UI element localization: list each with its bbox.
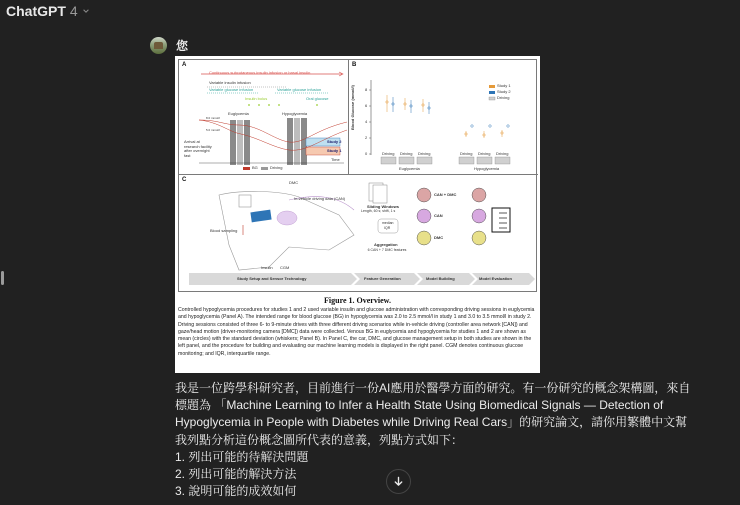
figure-caption-title: Figure 1. Overview. — [324, 296, 391, 305]
group-euglycemia: Euglycemia — [399, 166, 420, 171]
message-line: 我列點分析這份概念圖所代表的意義，列點方式如下： — [175, 432, 464, 447]
label-can: In-vehicle driving data (CAN) — [294, 196, 346, 201]
message-line: 2. 列出可能的解決方法 — [175, 467, 297, 482]
arrow-down-icon — [393, 476, 404, 487]
bar-label: Driving — [496, 151, 509, 156]
ytick-4: 4 — [365, 119, 368, 124]
model-can-dmc: CAN + DMC — [434, 192, 457, 197]
study-1-label: Study 1 — [327, 148, 342, 153]
aggregation-detail: 6 CAN + 7 DMC features — [367, 248, 407, 252]
panel-b-chart — [349, 60, 538, 175]
iqr-label: IQR — [384, 226, 391, 230]
sliding-windows-detail: Length, 60 s; shift, 1 s — [361, 209, 396, 213]
legend-study-1: Study 1 — [497, 83, 511, 88]
line-csii: Continuous subcutaneous insulin infusion or basal insulin — [209, 70, 311, 75]
line-insulin: Variable insulin infusion — [209, 80, 251, 85]
time-label: Time — [331, 157, 340, 162]
ytick-0: 0 — [365, 151, 368, 156]
panel-c-label: C — [182, 177, 187, 183]
legend-driving: Driving — [497, 95, 510, 100]
model-can: CAN — [434, 213, 443, 218]
legend-driving: Driving — [270, 165, 283, 170]
panel-a-label: A — [182, 62, 187, 68]
bar-label: Driving — [382, 151, 395, 156]
scroll-to-bottom-button[interactable] — [386, 469, 411, 494]
model-selector[interactable] — [0, 0, 90, 22]
ytick-2: 2 — [365, 135, 368, 140]
model-version: 4 — [69, 3, 78, 19]
panel-b-label: B — [352, 62, 357, 68]
model-name: ChatGPT — [6, 3, 66, 19]
bar-label: Driving — [418, 151, 431, 156]
message-line: 3. 說明可能的成效如何 — [175, 484, 297, 499]
arrival-note: Arrival at research facility after overnight fast — [184, 139, 212, 158]
phase-hypoglycemia: Hypoglycemia — [282, 111, 308, 116]
step-setup: Study Setup and Sensor Technology — [237, 276, 307, 281]
panel-c — [179, 175, 538, 293]
legend-bg: BG — [252, 165, 258, 170]
label-dmc: DMC — [289, 180, 299, 185]
step-feature-generation: Feature Generation — [364, 276, 401, 281]
line-glucose-1: Variable glucose infusion — [209, 87, 254, 92]
author-name: 您 — [176, 39, 189, 53]
user-message-text — [175, 380, 691, 500]
line-bolus: Insulin bolus — [245, 96, 268, 101]
model-dmc: DMC — [434, 235, 444, 240]
aggregation-title: Aggregation — [374, 242, 398, 247]
message-line: 我是一位跨學科研究者，目前進行一份AI應用於醫學方面的研究。有一份研究的概念架構圖，來自 — [175, 381, 691, 395]
message-header — [150, 37, 188, 54]
study-2-label: Study 2 — [327, 139, 342, 144]
median-label: median — [382, 221, 394, 225]
step-model-building: Model Building — [426, 276, 455, 281]
attached-figure-image[interactable] — [175, 56, 540, 373]
figure-caption-body: Controlled hypoglycemia procedures for studies 1 and 2 used variable insulin and glucose administration with corresponding driving sessions in euglycemia and hypoglycemia (Panel A). The intended range for blood glucose (BG) in hypoglycemia was 2.0 to 2.5 mmol/l in study 1 and 3.0 to 3.5 mmol/l in study 2. Driving sessions consisted of three 6- to 9-minute drives with three different driving scenarios while in-vehicle driving (controller area network [CAN]) and gaze/head motion (driver-monitoring camera [DMC]) data were collected. Venous BG in euglycemia and hypoglycemia for studies 1 and 2 are shown as mean (circles) with the standard deviation (whiskers; Panel B). In Panel C, the car, DMC, and glucose management setup in both studies are shown in the left panel, and the procedure for building and evaluating our machine learning models is displayed in the right panel. CGM denotes continuous glucose monitoring; and IQR, interquartile range. — [178, 307, 535, 357]
group-hypoglycemia: Hypoglycemia — [474, 166, 500, 171]
message-line: 1. 列出可能的待解決問題 — [175, 449, 309, 464]
message-line: Hypoglycemia in People with Diabetes while Driving Real Cars」的研究論文，請你用繁體中文幫 — [175, 415, 688, 430]
phase-euglycemia: Euglycemia — [228, 111, 249, 116]
legend-study-2: Study 2 — [497, 89, 511, 94]
bar-label: Driving — [478, 151, 491, 156]
panel-b-plot — [349, 60, 538, 175]
figure-panels — [178, 59, 537, 292]
user-avatar — [150, 37, 167, 54]
bar-label: Driving — [460, 151, 473, 156]
label-cgm: CGM — [280, 265, 290, 270]
label-blood-sampling: Blood sampling — [210, 228, 238, 233]
message-line: 標題為 「Machine Learning to Infer a Health State Using Biomedical Signals — Detection of — [175, 398, 664, 413]
sliding-windows-title: Sliding Windows — [367, 204, 399, 209]
bar-label: Driving — [400, 151, 413, 156]
ytick-8: 8 — [365, 87, 368, 92]
panel-a — [179, 60, 349, 175]
sidebar-toggle-handle[interactable] — [1, 271, 4, 285]
line-oral-glucose: Oral glucose — [306, 96, 329, 101]
label-insulin: Insulin — [261, 265, 273, 270]
level-8: 8.0 mmol/l — [206, 116, 220, 120]
chevron-down-icon — [82, 7, 90, 15]
panel-b-ylabel: Blood Glucose (mmol/l) — [350, 85, 355, 130]
step-model-evaluation: Model Evaluation — [479, 276, 512, 281]
ytick-6: 6 — [365, 103, 368, 108]
line-glucose-2: Variable glucose infusion — [277, 87, 322, 92]
level-5: 5.0 mmol/l — [206, 128, 220, 132]
